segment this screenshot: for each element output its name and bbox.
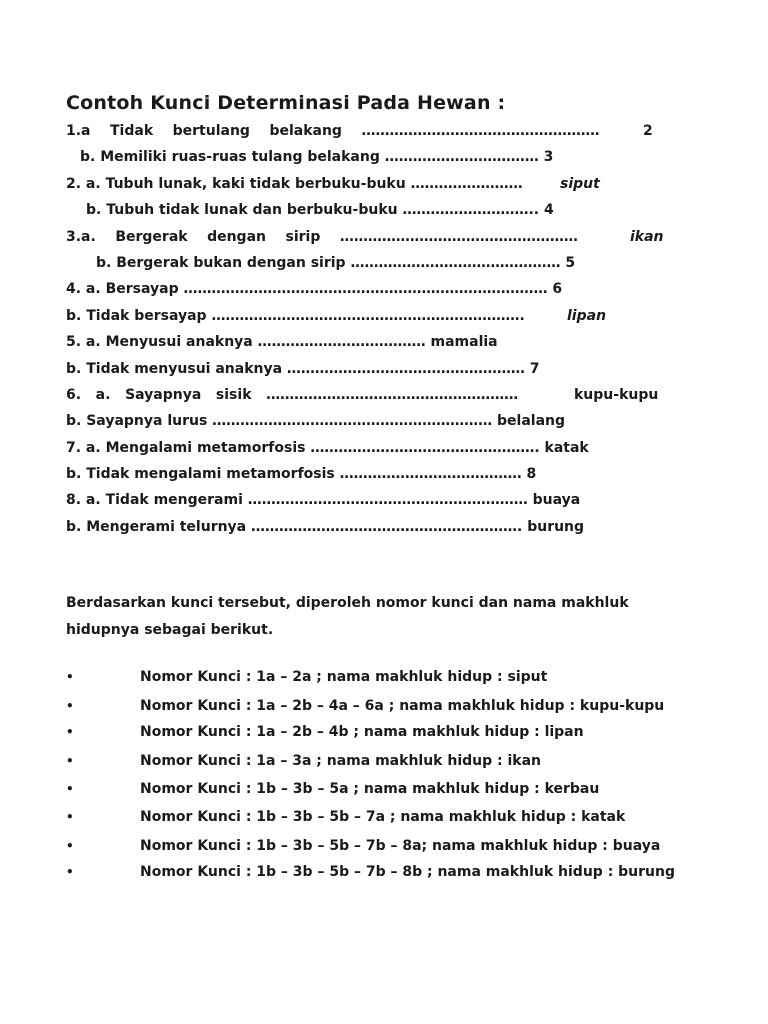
key-line-text: 8. a. Tidak mengerami …………………………………………………… buaya (66, 492, 581, 509)
key-line (66, 461, 676, 487)
bullet-icon: • (66, 810, 74, 825)
bullet-icon: • (66, 670, 74, 685)
bullet-icon: • (66, 725, 74, 740)
list-item (66, 808, 676, 827)
key-line-text: b. Tidak bersayap …………………………………………………………. (66, 307, 525, 324)
result-list (66, 668, 676, 882)
key-line-text: b. Tidak menyusui anaknya …………………………………………… 7 (66, 360, 540, 377)
list-item-text: Nomor Kunci : 1a – 2b – 4a – 6a ; nama makhluk hidup : kupu-kupu (140, 697, 665, 714)
key-line (66, 408, 676, 434)
list-item (66, 780, 676, 799)
key-line (66, 514, 676, 540)
key-line-text: 4. a. Bersayap …………………………………………………………………… 6 (66, 281, 563, 298)
list-item (66, 723, 676, 742)
determination-key (66, 118, 676, 540)
list-item (66, 863, 676, 882)
key-line (66, 250, 676, 276)
list-item (66, 837, 676, 856)
key-line-text: 5. a. Menyusui anaknya ……………………………… mamalia (66, 334, 498, 351)
bullet-icon: • (66, 782, 74, 797)
document-page (66, 88, 676, 890)
key-line (66, 171, 676, 197)
key-line (66, 276, 676, 302)
key-line (66, 118, 676, 144)
key-line-text: b. Bergerak bukan dengan sirip ……………………………………… 5 (96, 254, 576, 271)
list-item-text: Nomor Kunci : 1b – 3b – 5a ; nama makhluk hidup : kerbau (140, 781, 600, 798)
key-line (66, 487, 676, 513)
key-line (66, 197, 676, 223)
bullet-icon: • (66, 753, 74, 768)
key-line-text: b. Sayapnya lurus …………………………………………………… belalang (66, 413, 566, 430)
key-line (66, 382, 676, 408)
key-line (66, 329, 676, 355)
bullet-icon: • (66, 698, 74, 713)
list-item-text: Nomor Kunci : 1a – 2a ; nama makhluk hidup : siput (140, 669, 548, 686)
page-title: Contoh Kunci Determinasi Pada Hewan : (66, 92, 506, 114)
key-line (66, 224, 676, 250)
key-line-text: 6. a. Sayapnya sisik ……………………………………………… (66, 386, 519, 403)
key-line (66, 303, 676, 329)
key-line-result: siput (560, 175, 600, 192)
list-item (66, 752, 676, 771)
key-line (66, 144, 676, 170)
bullet-icon: • (66, 865, 74, 880)
list-item-text: Nomor Kunci : 1b – 3b – 5b – 7b – 8b ; nama makhluk hidup : burung (140, 864, 676, 881)
list-item (66, 668, 676, 687)
key-line-text: b. Tidak mengalami metamorfosis ………………………………… 8 (66, 466, 537, 483)
key-line-text: b. Mengerami telurnya …………………………………………………. burung (66, 518, 585, 535)
list-item (66, 697, 676, 716)
key-line (66, 435, 676, 461)
bullet-icon: • (66, 838, 74, 853)
key-line-text: 1.a Tidak bertulang belakang …………………………………………… (66, 123, 600, 139)
key-line-text: b. Memiliki ruas-ruas tulang belakang …………………………… 3 (80, 149, 554, 166)
summary-paragraph: Berdasarkan kunci tersebut, diperoleh nomor kunci dan nama makhluk hidupnya sebagai berikut. (66, 595, 629, 639)
list-item-text: Nomor Kunci : 1b – 3b – 5b – 7a ; nama makhluk hidup : katak (140, 809, 626, 826)
key-line (66, 356, 676, 382)
key-line-text: 2. a. Tubuh lunak, kaki tidak berbuku-buku …………………… (66, 175, 523, 192)
key-line-text: 7. a. Mengalami metamorfosis …………………………………………. katak (66, 439, 589, 456)
key-line-text: b. Tubuh tidak lunak dan berbuku-buku ……………………….. 4 (86, 202, 554, 219)
key-line-result: kupu-kupu (574, 386, 659, 403)
list-item-text: Nomor Kunci : 1b – 3b – 5b – 7b – 8a; nama makhluk hidup : buaya (140, 837, 661, 854)
list-item-text: Nomor Kunci : 1a – 3a ; nama makhluk hidup : ikan (140, 752, 542, 769)
key-line-text: 3.a. Bergerak dengan sirip …………………………………………… (66, 228, 578, 245)
key-line-result: ikan (630, 228, 664, 245)
key-line-result: lipan (567, 307, 607, 324)
list-item-text: Nomor Kunci : 1a – 2b – 4b ; nama makhluk hidup : lipan (140, 724, 584, 741)
key-line-result: 2 (643, 123, 653, 139)
